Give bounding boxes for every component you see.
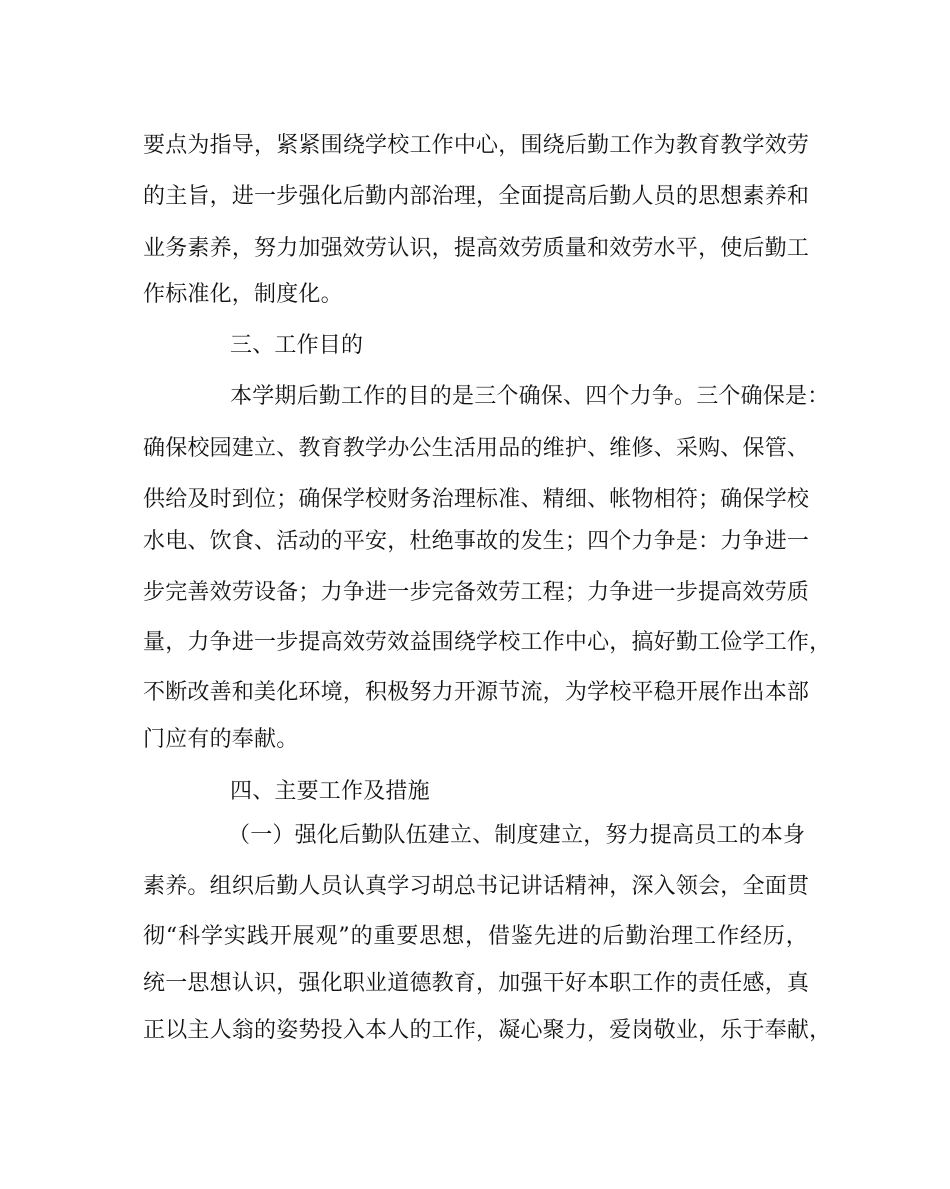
body-line: 确 保 校 园 建 立 、 教 育 教 学 办 公 生 活 用 品 的 维 护 、 维 修 、 采 购 、 保 管 、 [143,436,810,461]
paragraph-first-line: 本学期后勤工作的目的是三个确保、四个力争。三个确保是： [230,384,830,409]
body-line: 供 给 及 时 到 位 ； 确 保 学 校 财 务 治 理 标 准 、 精 细 、 帐 物 相 符 ； 确 保 学 校 [143,487,810,512]
paragraph-first-line: （一）强化后勤队伍建立、制度建立，努力提高员工的本身 [228,823,806,848]
body-line: 素 养 。 组 织 后 勤 人 员 认 真 学 习 胡 总 书 记 讲 话 精 神 ， 深 入 领 会 ， 全 面 贯 [143,874,810,899]
body-line: 量 ， 力 争 进 一 步 提 高 效 劳 效 益 围 绕 学 校 工 作 中 心 ， 搞 好 勤 工 俭 学 工 作 ， [143,630,832,655]
body-line: 彻 “ 科 学 实 践 开 展 观 ” 的 重 要 思 想 ， 借 鉴 先 进 的 后 勤 治 理 工 作 经 历 ， [143,924,808,949]
body-line: 统 一 思 想 认 识 ， 强 化 职 业 道 德 教 育 ， 加 强 干 好 本 职 工 作 的 责 任 感 ， 真 [143,971,810,996]
body-line: 水 电 、 饮 食 、 活 动 的 平 安 ， 杜 绝 事 故 的 发 生 ； 四 个 力 争 是 ： 力 争 进 一 [143,529,810,554]
body-line: 作标准化，制度化。 [143,282,343,307]
body-line: 步 完 善 效 劳 设 备 ； 力 争 进 一 步 完 备 效 劳 工 程 ； 力 争 进 一 步 提 高 效 劳 质 [143,580,810,605]
body-line: 正 以 主 人 翁 的 姿 势 投 入 本 人 的 工 作 ， 凝 心 聚 力 ， 爱 岗 敬 业 ， 乐 于 奉 献 ， [143,1018,832,1043]
body-line: 要 点 为 指 导 ， 紧 紧 围 绕 学 校 工 作 中 心 ， 围 绕 后 勤 工 作 为 教 育 教 学 效 劳 [143,133,810,158]
body-line: 门应有的奉献。 [143,727,299,752]
body-line: 不 断 改 善 和 美 化 环 境 ， 积 极 努 力 开 源 节 流 ， 为 学 校 平 稳 开 展 作 出 本 部 [143,680,810,705]
body-line: 业 务 素 养 ， 努 力 加 强 效 劳 认 识 ， 提 高 效 劳 质 量 和 效 劳 水 平 ， 使 后 勤 工 [143,236,810,261]
body-line: 的 主 旨 ， 进 一 步 强 化 后 勤 内 部 治 理 ， 全 面 提 高 后 勤 人 员 的 思 想 素 养 和 [143,184,810,209]
section-heading: 三、工作目的 [230,333,364,358]
section-heading: 四、主要工作及措施 [230,779,430,804]
